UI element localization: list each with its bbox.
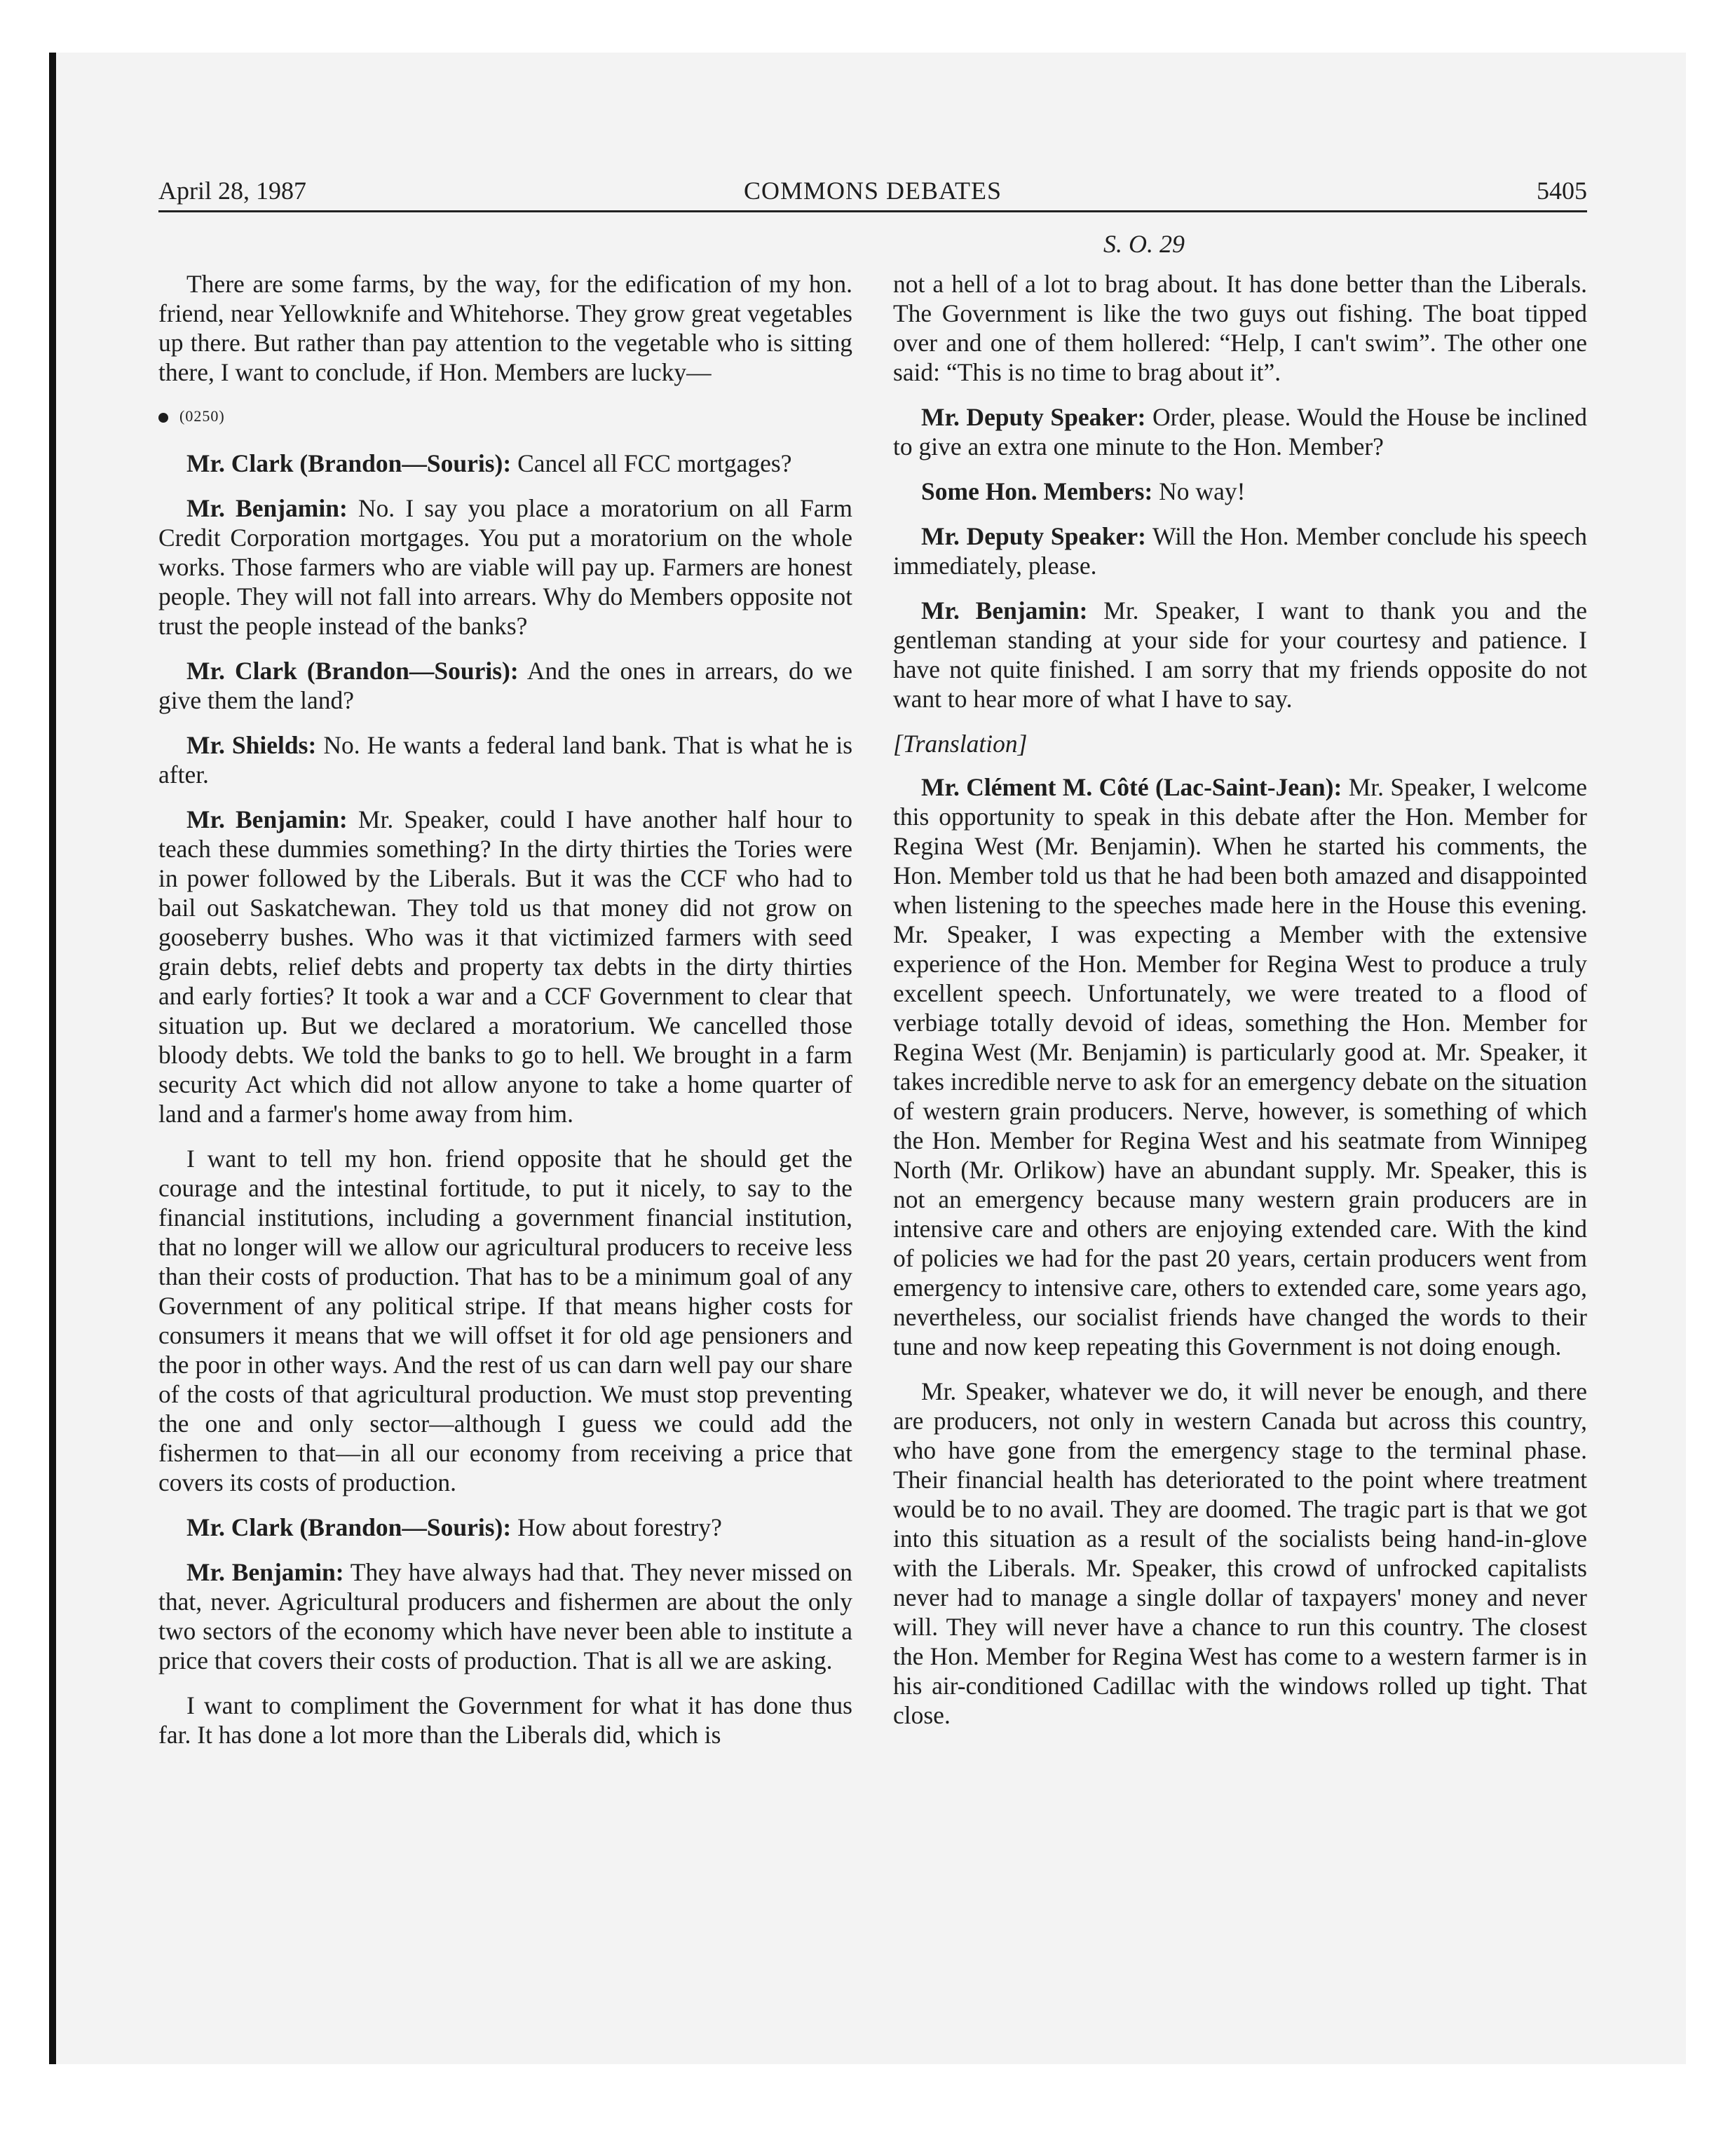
paragraph xyxy=(158,1557,852,1675)
page-header xyxy=(158,174,1587,212)
time-marker xyxy=(158,402,852,430)
speaker-name: Some Hon. Members: xyxy=(921,477,1153,505)
header-date: April 28, 1987 xyxy=(158,177,306,205)
time-marker-text: (0250) xyxy=(179,407,225,425)
paragraph xyxy=(893,772,1587,1361)
paragraph xyxy=(893,596,1587,714)
paragraph xyxy=(893,477,1587,506)
speech-text: No. He wants a federal land bank. That is what he is after. xyxy=(158,731,853,789)
speaker-name: Mr. Benjamin: xyxy=(186,1558,344,1586)
paragraph xyxy=(158,493,852,641)
paragraph: I want to tell my hon. friend opposite that he should get the courage and the intestinal fortitude, to put it nicely, to say to the financial institutions, including a government financial institution, that no longer will we allow our agricultural producers to receive less than their costs of production. That has to be a minimum goal of any Government of any political stripe. If that means higher costs for consumers it means that we will offset it for old age pensioners and the poor in other ways. And the rest of us can darn well pay our share of the costs of that agricultural production. We must stop preventing the one and only sector—although I guess we could add the fishermen to that—in all our economy from receiving a price that covers its costs of production. xyxy=(158,1145,852,1496)
section-mark: S. O. 29 xyxy=(1103,230,1185,258)
speaker-name: Mr. Deputy Speaker: xyxy=(921,522,1146,550)
speaker-name: Mr. Clark (Brandon—Souris): xyxy=(186,657,519,685)
speaker-name: Mr. Clark (Brandon—Souris): xyxy=(186,449,512,477)
speech-text: Order, please. Would the House be inclined to give an extra one minute to the Hon. Member? xyxy=(893,403,1588,460)
bullet-icon xyxy=(158,413,168,423)
speaker-name: Mr. Deputy Speaker: xyxy=(921,403,1146,431)
paragraph xyxy=(893,402,1587,461)
header-page-number: 5405 xyxy=(1537,177,1587,205)
paragraph: I want to compliment the Government for what it has done thus far. It has done a lot more than the Liberals did, which is xyxy=(158,1691,852,1749)
paragraph: Mr. Speaker, whatever we do, it will never be enough, and there are producers, not only in western Canada but across this country, who have gone from the emergency stage to the terminal phase. Their financial health has deteriorated to the point where treatment would be to no avail. They are doomed. The tragic part is that we got into this situation as a result of the socialists being hand-in-glove with the Liberals. Mr. Speaker, this crowd of unfrocked capitalists never had to manage a single dollar of taxpayers' money and never will. They will never have a chance to run this country. The closest the Hon. Member for Regina West has come to a western farmer is in his air-conditioned Cadillac with the windows rolled up tight. That close. xyxy=(893,1377,1587,1729)
speech-text: Will the Hon. Member conclude his speech immediately, please. xyxy=(893,522,1588,580)
speech-text: How about forestry? xyxy=(517,1513,722,1541)
paragraph xyxy=(158,656,852,715)
paragraph xyxy=(158,805,852,1128)
speech-text: No way! xyxy=(1159,477,1246,505)
paragraph xyxy=(158,1513,852,1542)
speaker-name: Mr. Shields: xyxy=(186,731,317,759)
paragraph xyxy=(158,449,852,478)
speaker-name: Mr. Benjamin: xyxy=(186,805,348,833)
header-title: COMMONS DEBATES xyxy=(743,177,1002,205)
scan-edge xyxy=(49,53,56,2064)
speech-text: And the ones in arrears, do we give them the land? xyxy=(158,657,852,714)
speech-text: Mr. Speaker, I want to thank you and the gentleman standing at your side for your courtesy and patience. I have not quite finished. I am sorry that my friends opposite do not want to hear more of what I have to say. xyxy=(893,596,1587,713)
speaker-name: Mr. Clark (Brandon—Souris): xyxy=(186,1513,512,1541)
speech-text: No. I say you place a moratorium on all Farm Credit Corporation mortgages. You put a moratorium on the whole works. Those farmers who are viable will pay up. Farmers are honest people. They will not fall into arrears. Why do Members opposite not trust the people instead of the banks? xyxy=(158,494,852,640)
left-column xyxy=(158,269,852,1765)
speech-text: Mr. Speaker, I welcome this opportunity to speak in this debate after the Hon. Member for Regina West (Mr. Benjamin). When he started his comments, the Hon. Member told us that he had been both amazed and disappointed when listening to the speeches made here in the House this evening. Mr. Speaker, I was expecting a Member with the extensive experience of the Hon. Member for Regina West to produce a truly excellent speech. Unfortunately, we were treated to a flood of verbiage totally devoid of ideas, something the Hon. Member for Regina West (Mr. Benjamin) is particularly good at. Mr. Speaker, it takes incredible nerve to ask for an emergency debate on the situation of western grain producers. Nerve, however, is something of which the Hon. Member for Regina West and his seatmate from Winnipeg North (Mr. Orlikow) have an abundant supply. Mr. Speaker, this is not an emergency because many western grain producers are in intensive care and others are enjoying extended care. With the kind of policies we had for the past 20 years, certain producers went from emergency to intensive care, others to extended care, some years ago, nevertheless, our socialist friends have changed the words to their tune and now keep repeating this Government is not doing enough. xyxy=(893,773,1588,1360)
paragraph xyxy=(893,521,1587,580)
paragraph: not a hell of a lot to brag about. It has done better than the Liberals. The Government is like the two guys out fishing. The boat tipped over and one of them hollered: “Help, I can't swim”. The other one said: “This is no time to brag about it”. xyxy=(893,270,1587,386)
paragraph xyxy=(158,730,852,789)
speech-text: They have always had that. They never missed on that, never. Agricultural producers and fishermen are about the only two sectors of the economy which have never been able to institute a price that covers their costs of production. That is all we are asking. xyxy=(158,1558,852,1674)
speech-text: Cancel all FCC mortgages? xyxy=(517,449,792,477)
speaker-name: Mr. Benjamin: xyxy=(186,494,348,522)
paragraph: There are some farms, by the way, for the edification of my hon. friend, near Yellowknife and Whitehorse. They grow great vegetables up there. But rather than pay attention to the vegetable who is sitting there, I want to conclude, if Hon. Members are lucky— xyxy=(158,270,852,386)
speaker-name: Mr. Benjamin: xyxy=(921,596,1088,625)
right-column xyxy=(893,269,1587,1745)
translation-note: [Translation] xyxy=(893,730,1028,758)
speaker-name: Mr. Clément M. Côté (Lac-Saint-Jean): xyxy=(921,773,1342,801)
speech-text: Mr. Speaker, could I have another half hour to teach these dummies something? In the dirty thirties the Tories were in power followed by the Liberals. But it was the CCF who had to bail out Saskatchewan. They told us that money did not grow on gooseberry bushes. Who was it that victimized farmers with seed grain debts, relief debts and property tax debts in the dirty thirties and early forties? It took a war and a CCF Government to clear that situation up. But we declared a moratorium. We cancelled those bloody debts. We told the banks to go to hell. We brought in a farm security Act which did not allow anyone to take a home quarter of land and a farmer's home away from him. xyxy=(158,805,852,1128)
